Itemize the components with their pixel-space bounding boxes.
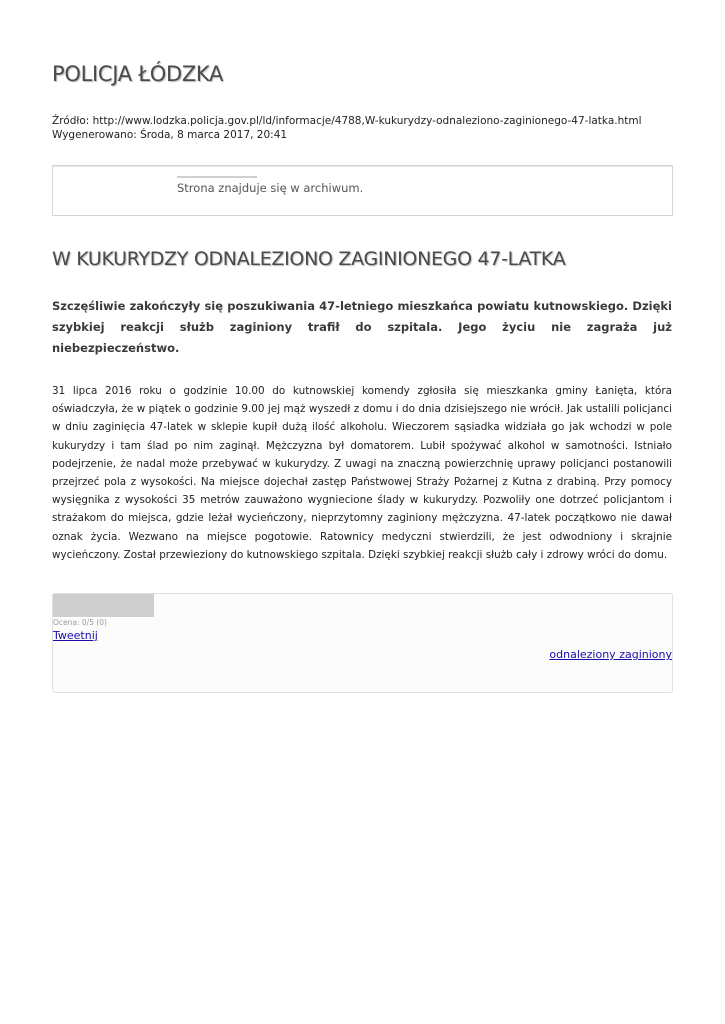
article-footer-box (52, 593, 673, 693)
tweet-link[interactable]: Tweetnij (53, 629, 98, 642)
archive-divider (177, 176, 257, 178)
article-body: 31 lipca 2016 roku o godzinie 10.00 do kutnowskiej komendy zgłosiła się mieszkanka gminy Łanięta, która oświadczyła, że w piątek o godzinie 9.00 jej mąż wyszedł z domu i do dnia dzisiejszego nie wrócił. Jak ustalili policjanci w dniu zaginięcia 47-latek w sklepie kupił dużą ilość alkoholu. Wieczorem sąsiadka widziała go jak wchodzi w pole kukurydzy i tam ślad po nim zaginął. Mężczyzna był domatorem. Lubił spożywać alkohol w samotności. Istniało podejrzenie, że nadal może przebywać w kukurydzy. Z uwagi na znaczną powierzchnię uprawy policjanci postanowili przejrzeć pola z wysokości. Na miejsce dojechał zastęp Państwowej Straży Pożarnej z Kutna z drabiną. Przy pomocy wysięgnika z wysokości 35 metrów zauważono wygniecione ślady w kukurydzy. Pozwoliły one dotrzeć policjantom i strażakom do miejsca, gdzie leżał wycieńczony, nieprzytomny zaginiony mężczyzna. 47-latek początkowo nie dawał oznak życia. Wezwano na miejsce pogotowie. Ratownicy medyczni stwierdzili, że jest odwodniony i skrajnie wycieńczony. Został przewieziony do kutnowskiego szpitala. Dzięki szybkiej reakcji służb cały i zdrowy wróci do domu. (52, 385, 672, 561)
site-title: POLICJA ŁÓDZKA (52, 62, 224, 86)
source-line: Źródło: http://www.lodzka.policja.gov.pl/ld/informacje/4788,W-kukurydzy-odnaleziono-zaginionego-47-latka.html (52, 115, 642, 127)
article-title: W KUKURYDZY ODNALEZIONO ZAGINIONEGO 47-LATKA (52, 248, 566, 270)
archive-notice-text: Strona znajduje się w archiwum. (177, 181, 364, 195)
generated-line: Wygenerowano: Środa, 8 marca 2017, 20:41 (52, 129, 288, 141)
archive-notice-box (52, 165, 673, 216)
rating-stars-bar[interactable] (53, 594, 154, 617)
rating-text: Ocena: 0/5 (0) (53, 618, 107, 627)
meta-info (52, 114, 642, 142)
article-lead: Szczęśliwie zakończyły się poszukiwania 47-letniego mieszkańca powiatu kutnowskiego. Dzięki szybkiej reakcji służb zaginiony trafił do szpitala. Jego życiu nie zagraża już niebezpieczeństwo. (52, 299, 672, 355)
tag-link[interactable]: odnaleziony zaginiony (549, 648, 672, 661)
